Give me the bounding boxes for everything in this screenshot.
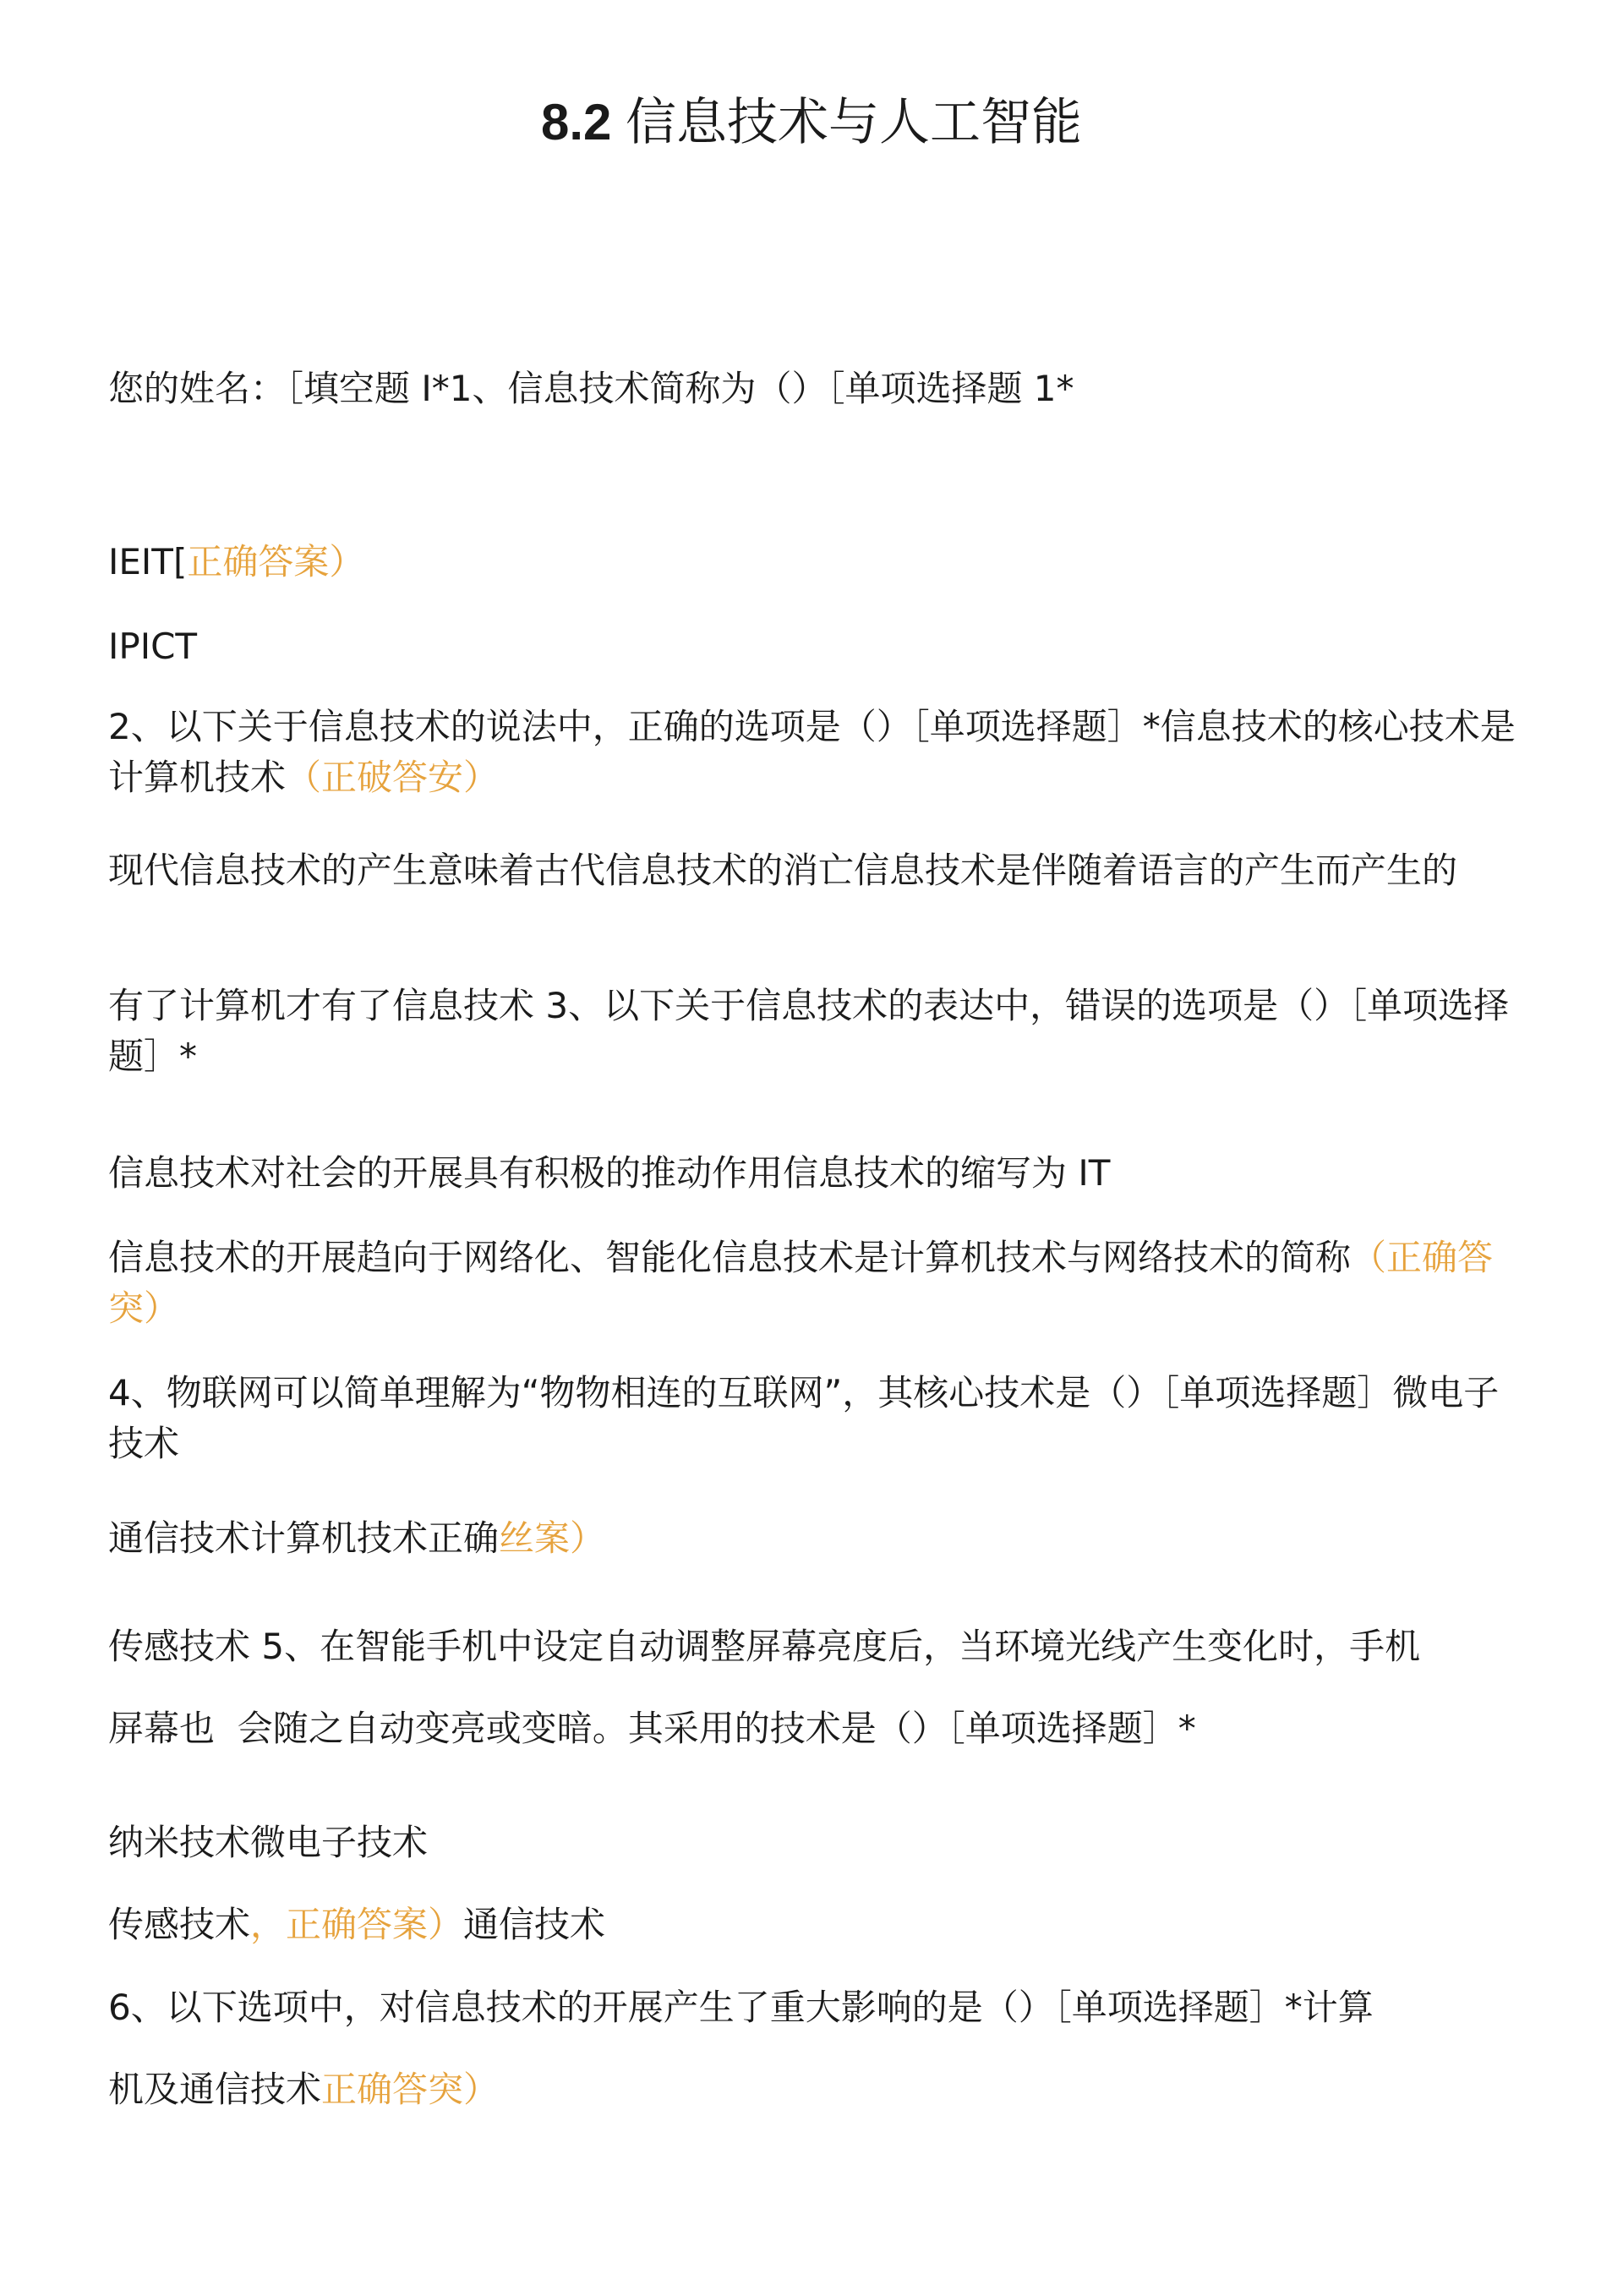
text-line xyxy=(108,1148,1528,1199)
line-text: 传感技术 xyxy=(108,1904,251,1945)
line-text: 信息技术的开展趋向于网络化、智能化信息技术是计算机技术与网络技术的简称 xyxy=(108,1237,1352,1278)
answer-mark: 正确答突） xyxy=(321,2069,500,2110)
line-text: 机及通信技术 xyxy=(108,2069,322,2110)
line-text: 4、物联网可以简单理解为“物物相连的互联网”，其核心技术是（）［单项选择题］微电子技术 xyxy=(108,1372,1500,1464)
text-line xyxy=(108,537,1528,588)
line-text: IPICT xyxy=(108,626,198,667)
text-line xyxy=(108,1703,1528,1754)
text-line xyxy=(108,1233,1528,1334)
text-line xyxy=(108,1818,1528,1868)
line-text: 信息技术对社会的开展具有积极的推动作用信息技术的缩写为 IT xyxy=(108,1152,1111,1194)
text-line xyxy=(108,1368,1528,1469)
line-text: 传感技术 5、在智能手机中设定自动调整屏幕亮度后，当环境光线产生变化时，手机 xyxy=(108,1626,1421,1667)
text-line xyxy=(108,1982,1528,2033)
answer-mark: 正确答案） xyxy=(187,541,365,582)
line-text: IEIT[ xyxy=(108,541,188,582)
text-line xyxy=(108,621,1528,672)
title-number: 8.2 xyxy=(540,94,626,150)
line-text: 现代信息技术的产生意味着古代信息技术的消亡信息技术是伴随着语言的产生而产生的 xyxy=(108,850,1458,891)
line-text: 屏幕也 会随之自动变亮或变暗。其采用的技术是（）［单项选择题］* xyxy=(108,1708,1196,1749)
answer-mark: 丝案） xyxy=(499,1517,606,1559)
text-line xyxy=(108,981,1528,1082)
title-text: 信息技术与人工智能 xyxy=(626,93,1083,152)
line-text: 您的姓名：［填空题 I*1、信息技术简称为（）［单项选择题 1* xyxy=(108,368,1074,409)
line-text: 纳米技术微电子技术 xyxy=(108,1822,429,1863)
text-line xyxy=(108,1621,1528,1672)
line-text: 通信技术计算机技术正确 xyxy=(108,1517,500,1559)
text-line xyxy=(108,364,1528,414)
text-line xyxy=(108,845,1528,896)
text-line xyxy=(108,702,1528,803)
line-text: 有了计算机才有了信息技术 3、以下关于信息技术的表达中，错误的选项是（）［单项选择题］* xyxy=(108,985,1510,1077)
line-text: 2、以下关于信息技术的说法中，正确的选项是（）［单项选择题］*信息技术的核心技术是计算机技术 xyxy=(108,706,1516,798)
answer-mark: ，正确答案） xyxy=(250,1904,464,1945)
line-text: 6、以下选项中，对信息技术的开展产生了重大影响的是（）［单项选择题］*计算 xyxy=(108,1987,1374,2028)
answer-mark: （正破答安） xyxy=(286,757,500,798)
text-line xyxy=(108,1513,1528,1564)
page-title xyxy=(0,89,1623,156)
text-line xyxy=(108,2064,1528,2115)
text-line xyxy=(108,1900,1528,1950)
answer-mark: （正确答突） xyxy=(108,1237,1494,1329)
line-text: 通信技术 xyxy=(463,1904,606,1945)
